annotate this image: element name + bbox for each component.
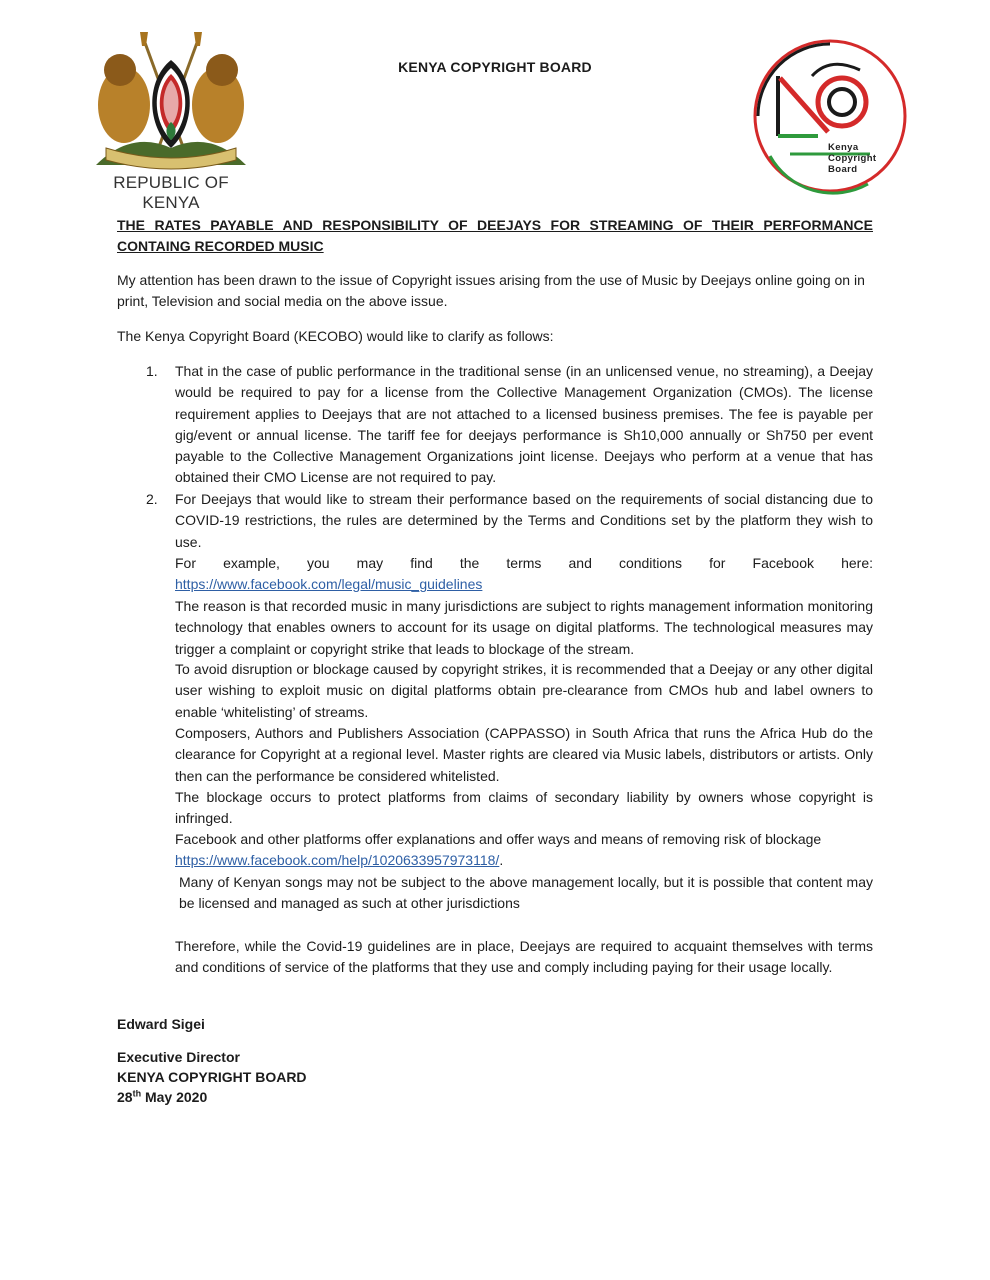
reason-paragraph: The reason is that recorded music in many jurisdictions are subject to rights management information monitoring technology that enables owners to account for its usage on digital platforms. The technological measures may trigger a complaint or copyright strike that leads to blockage of the stream.	[175, 598, 873, 657]
board-heading: KENYA COPYRIGHT BOARD	[398, 59, 592, 75]
intro-paragraph: My attention has been drawn to the issue of Copyright issues arising from the use of Music by Deejays online going on in print, Television and social media on the above issue.	[117, 272, 865, 310]
facebook-paragraph: Facebook and other platforms offer explanations and offer ways and means of removing risk of blockage	[175, 831, 822, 847]
list-item-text: That in the case of public performance in the traditional sense (in an unlicensed venue, no streaming), a Deejay would be required to pay for a license from the Collective Management Organization (CMOs). The license requirement applies to Deejays that are not attached to a licensed business premises. The fee is payable per gig/event or annual license. The tariff fee for deejays performance is Sh10,000 annually or Sh750 per event payable to the Collective Management Organizations joint license. Deejays who perform at a venue that has obtained their CMO License are not required to pay.	[175, 363, 873, 486]
kenyan-paragraph: Many of Kenyan songs may not be subject to the above management locally, but it is possible that content may be licensed and managed as such at other jurisdictions	[179, 874, 873, 912]
list-number: 1.	[146, 363, 158, 379]
composers-paragraph: Composers, Authors and Publishers Association (CAPPASSO) in South Africa that runs the Africa Hub do the clearance for Copyright at a regional level. Master rights are cleared via Music labels, distributors or artists. Only then can the performance be considered whitelisted.	[175, 725, 873, 784]
music-guidelines-link[interactable]: https://www.facebook.com/legal/music_guidelines	[175, 576, 483, 592]
document-title: THE RATES PAYABLE AND RESPONSIBILITY OF DEEJAYS FOR STREAMING OF THEIR PERFORMANCE CONTAING RECORDED MUSIC	[117, 217, 873, 254]
list-item-text: For Deejays that would like to stream their performance based on the requirements of social distancing due to COVID-19 restrictions, the rules are determined by the Terms and Conditions set by the platform they wish to use.	[175, 491, 873, 550]
logo-text-line: Kenya	[828, 142, 859, 153]
letter-date	[117, 1087, 207, 1107]
coat-caption: REPUBLIC OF KENYA	[113, 173, 229, 212]
clarify-paragraph: The Kenya Copyright Board (KECOBO) would like to clarify as follows:	[117, 328, 554, 344]
help-link-suffix: .	[499, 852, 504, 868]
signatory-name: Edward Sigei	[117, 1016, 205, 1032]
date-day: 28	[117, 1089, 133, 1105]
example-line: For example, you may find the terms and conditions for Facebook here:	[175, 555, 873, 571]
help-link-row	[175, 850, 873, 871]
date-month-year: May 2020	[141, 1089, 208, 1105]
coat-of-arms	[86, 30, 256, 212]
facebook-help-link[interactable]: https://www.facebook.com/help/1020633957973118/	[175, 852, 500, 868]
signatory-org: KENYA COPYRIGHT BOARD	[117, 1069, 307, 1085]
avoid-paragraph: To avoid disruption or blockage caused by copyright strikes, it is recommended that a Deejay or any other digital user wishing to exploit music on digital platforms obtain pre-clearance from CMOs hub and label owners to enable ‘whitelisting’ of streams.	[175, 661, 873, 720]
therefore-paragraph: Therefore, while the Covid-19 guidelines are in place, Deejays are required to acquaint themselves with terms and conditions of service of the platforms that they use and comply including paying for their usage locally.	[175, 938, 873, 976]
date-suffix: th	[132, 1088, 142, 1099]
list-number: 2.	[146, 491, 158, 507]
music-guidelines-row	[175, 574, 873, 595]
logo-text-line: Copyright	[828, 153, 877, 164]
coat-of-arms-icon	[86, 30, 256, 175]
signatory-role: Executive Director	[117, 1049, 240, 1065]
logo-text-line: Board	[828, 164, 858, 175]
blockage-paragraph: The blockage occurs to protect platforms from claims of secondary liability by owners whose copyright is infringed.	[175, 789, 873, 827]
kecobo-logo	[750, 36, 910, 196]
